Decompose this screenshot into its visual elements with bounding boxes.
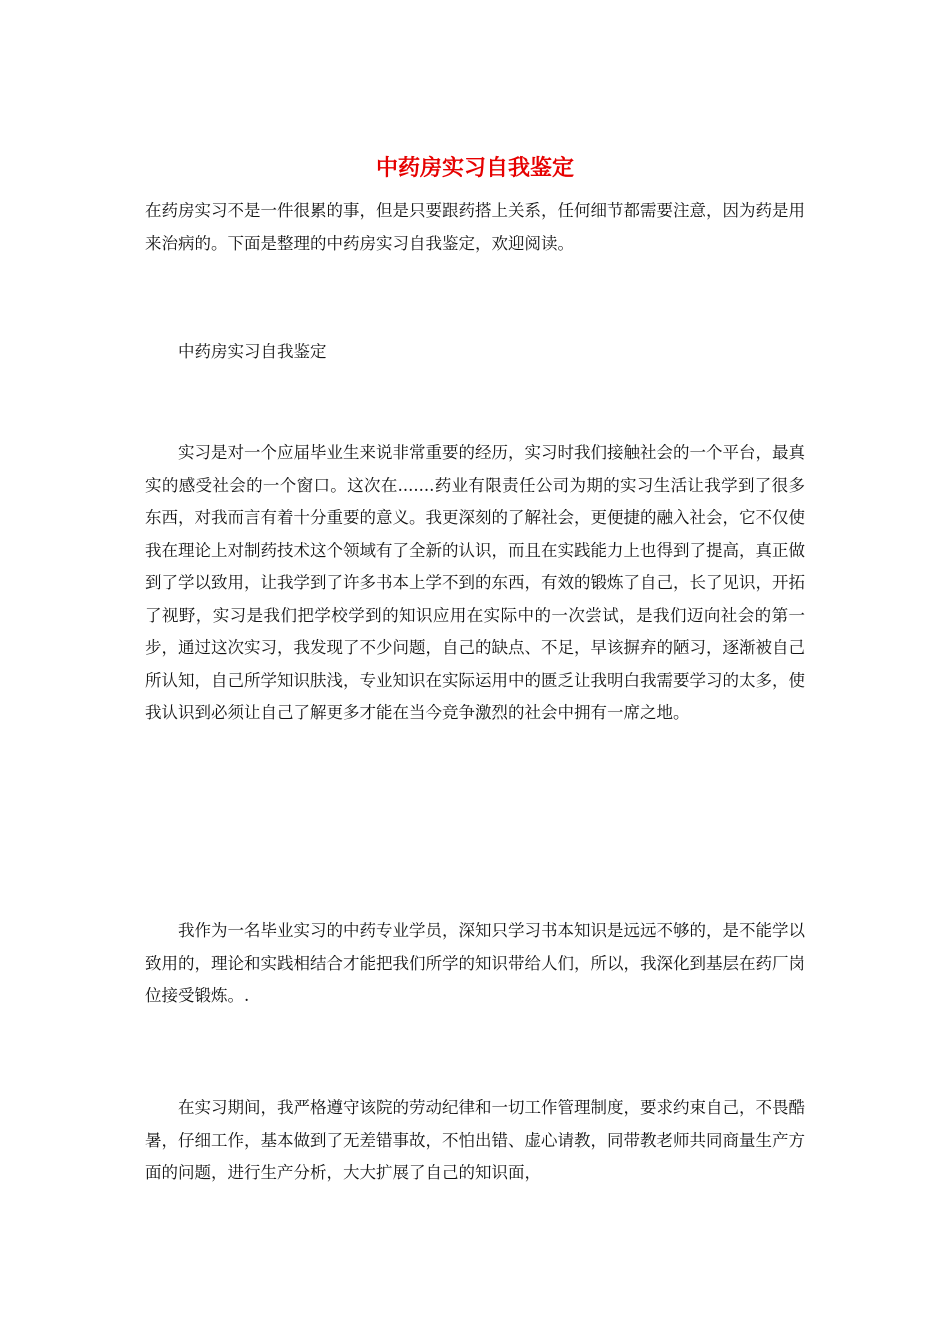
intro-paragraph: 在药房实习不是一件很累的事，但是只要跟药搭上关系，任何细节都需要注意，因为药是用来治病的。下面是整理的中药房实习自我鉴定，欢迎阅读。 (145, 201, 805, 253)
body-paragraph-3: 在实习期间，我严格遵守该院的劳动纪律和一切工作管理制度，要求约束自己，不畏酷暑，仔细工作，基本做到了无差错事故，不怕出错、虚心请教，同带教老师共同商量生产方面的问题，进行生产分析，大大扩展了自己的知识面， (145, 1098, 805, 1182)
section-subheading: 中药房实习自我鉴定 (178, 342, 327, 361)
document-title: 中药房实习自我鉴定 (375, 155, 574, 181)
body-paragraph-2: 我作为一名毕业实习的中药专业学员，深知只学习书本知识是远远不够的，是不能学以致用的，理论和实践相结合才能把我们所学的知识带给人们，所以，我深化到基层在药厂岗位接受锻炼。. (145, 921, 805, 1005)
body-paragraph-1: 实习是对一个应届毕业生来说非常重要的经历，实习时我们接触社会的一个平台，最真实的感受社会的一个窗口。这次在.......药业有限责任公司为期的实习生活让我学到了很多东西，对我而言有着十分重要的意义。我更深刻的了解社会，更便捷的融入社会，它不仅使我在理论上对制药技术这个领域有了全新的认识，而且在实践能力上也得到了提高，真正做到了学以致用，让我学到了许多书本上学不到的东西，有效的锻炼了自己，长了见识，开拓了视野，实习是我们把学校学到的知识应用在实际中的一次尝试，是我们迈向社会的第一步，通过这次实习，我发现了不少问题，自己的缺点、不足，早该摒弃的陋习，逐渐被自己所认知，自己所学知识肤浅，专业知识在实际运用中的匮乏让我明白我需要学习的太多，使我认识到必须让自己了解更多才能在当今竞争激烈的社会中拥有一席之地。 (145, 443, 805, 722)
